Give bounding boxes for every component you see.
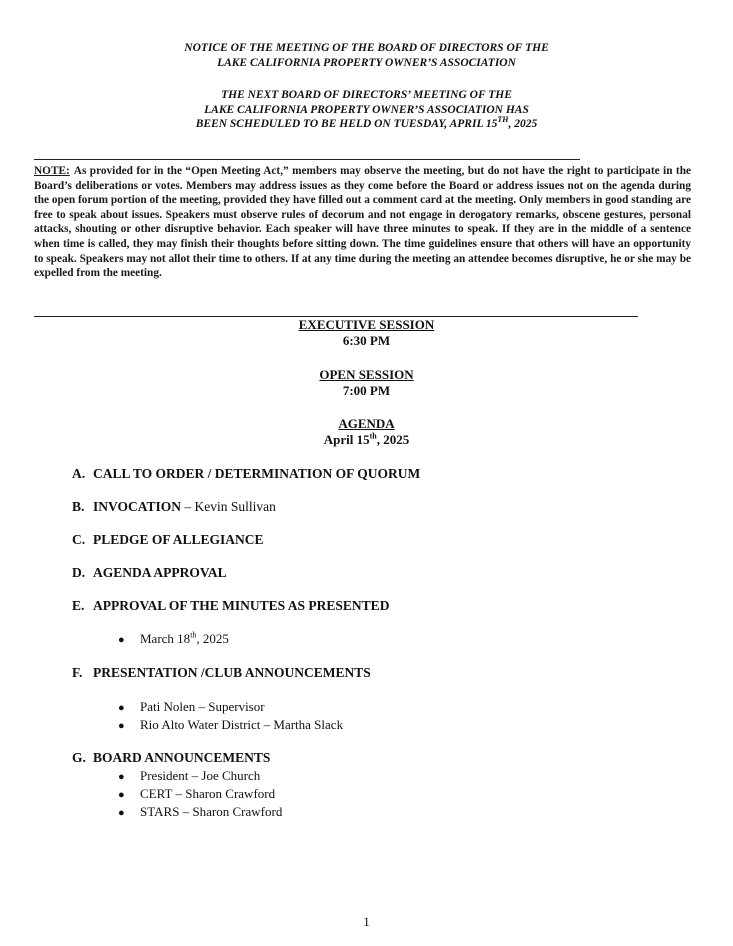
list-item: ● Pati Nolen – Supervisor [118, 699, 265, 714]
note-text: As provided for in the “Open Meeting Act,” members may observe the meeting, but do not have the right to participate in the Board’s deliberations or votes. Members may address issues as they come before the Board or address issues not on the agenda during the open forum portion of the meeting, provided they have filled out a comment card at the meeting. Only members in good standing are free to speak about issues. Speakers must observe rules of decorum and not engage in derogatory remarks, obscene gestures, personal attacks, shouting or other disruptive behavior. Each speaker will have three minutes to speak. If they are in the middle of a sentence when time is called, they may finish their thoughts before sitting down. The time guidelines ensure that others will have an opportunity to speak. Speakers may not allot their time to others. If at any time during the meeting an attendee becomes disruptive, he or she may be expelled from the meeting. [34, 165, 691, 280]
executive-session-time: 6:30 PM [342, 333, 391, 348]
list-item: ● Rio Alto Water District – Martha Slack [118, 717, 344, 732]
agenda-date: April 15th, 2025 [323, 431, 410, 447]
bullet-icon: ● [118, 702, 125, 714]
open-session [0, 367, 733, 399]
open-meeting-note [34, 164, 691, 281]
notice-heading [0, 41, 733, 70]
bullet-icon: ● [118, 789, 125, 801]
bullet-icon: ● [118, 807, 125, 819]
agenda-item-b: B. INVOCATION – Kevin Sullivan [72, 499, 276, 514]
top-divider [34, 159, 580, 160]
agenda-item-a: A. CALL TO ORDER / DETERMINATION OF QUORUM [72, 466, 421, 481]
agenda-item-d: D. AGENDA APPROVAL [72, 565, 227, 580]
notice-line-2: LAKE CALIFORNIA PROPERTY OWNER’S ASSOCIATION [217, 56, 516, 69]
list-item: ● President – Joe Church [118, 768, 261, 783]
executive-session-heading: EXECUTIVE SESSION [298, 317, 435, 332]
executive-session [0, 317, 733, 349]
page-number: 1 [363, 914, 370, 929]
open-session-time: 7:00 PM [342, 383, 391, 398]
agenda-item-f: F. PRESENTATION /CLUB ANNOUNCEMENTS [72, 665, 371, 680]
note-label: NOTE: [34, 165, 70, 177]
schedule-heading [0, 88, 733, 132]
agenda-item-e: E. APPROVAL OF THE MINUTES AS PRESENTED [72, 598, 390, 613]
notice-line-1: NOTICE OF THE MEETING OF THE BOARD OF DIRECTORS OF THE [184, 42, 549, 54]
list-item: ● March 18th, 2025 [118, 630, 229, 646]
agenda-heading: AGENDA [338, 416, 395, 431]
agenda-item-c: C. PLEDGE OF ALLEGIANCE [72, 532, 264, 547]
list-item: ● CERT – Sharon Crawford [118, 786, 276, 801]
list-item: ● STARS – Sharon Crawford [118, 804, 283, 819]
bullet-icon: ● [118, 634, 125, 646]
agenda-header [0, 416, 733, 448]
bullet-icon: ● [118, 771, 125, 783]
schedule-line-1: THE NEXT BOARD OF DIRECTORS’ MEETING OF THE [221, 89, 512, 101]
agenda-item-g: G. BOARD ANNOUNCEMENTS [72, 750, 271, 765]
schedule-line-3: BEEN SCHEDULED TO BE HELD ON TUESDAY, APRIL 15TH, 2025 [195, 115, 538, 130]
schedule-line-2: LAKE CALIFORNIA PROPERTY OWNER’S ASSOCIATION HAS [204, 103, 529, 116]
open-session-heading: OPEN SESSION [319, 367, 414, 382]
bullet-icon: ● [118, 720, 125, 732]
